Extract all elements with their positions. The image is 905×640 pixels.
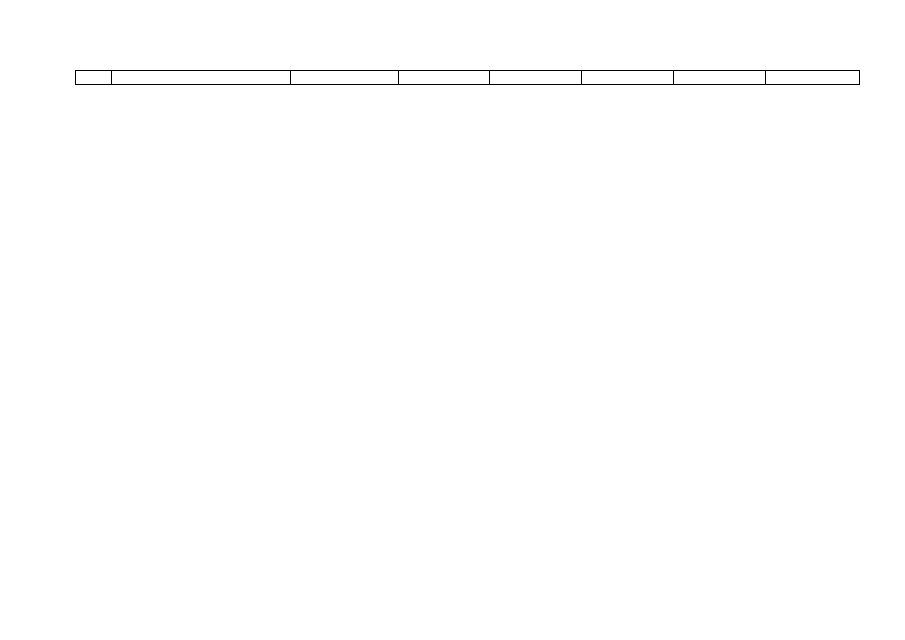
budget-table xyxy=(75,70,860,85)
header-row xyxy=(76,71,860,85)
header-cell xyxy=(291,71,399,85)
header-cell xyxy=(766,71,860,85)
header-cell xyxy=(674,71,766,85)
header-cell xyxy=(399,71,490,85)
header-cell xyxy=(76,71,112,85)
header-cell xyxy=(582,71,674,85)
header-cell xyxy=(490,71,582,85)
header-cell xyxy=(112,71,291,85)
